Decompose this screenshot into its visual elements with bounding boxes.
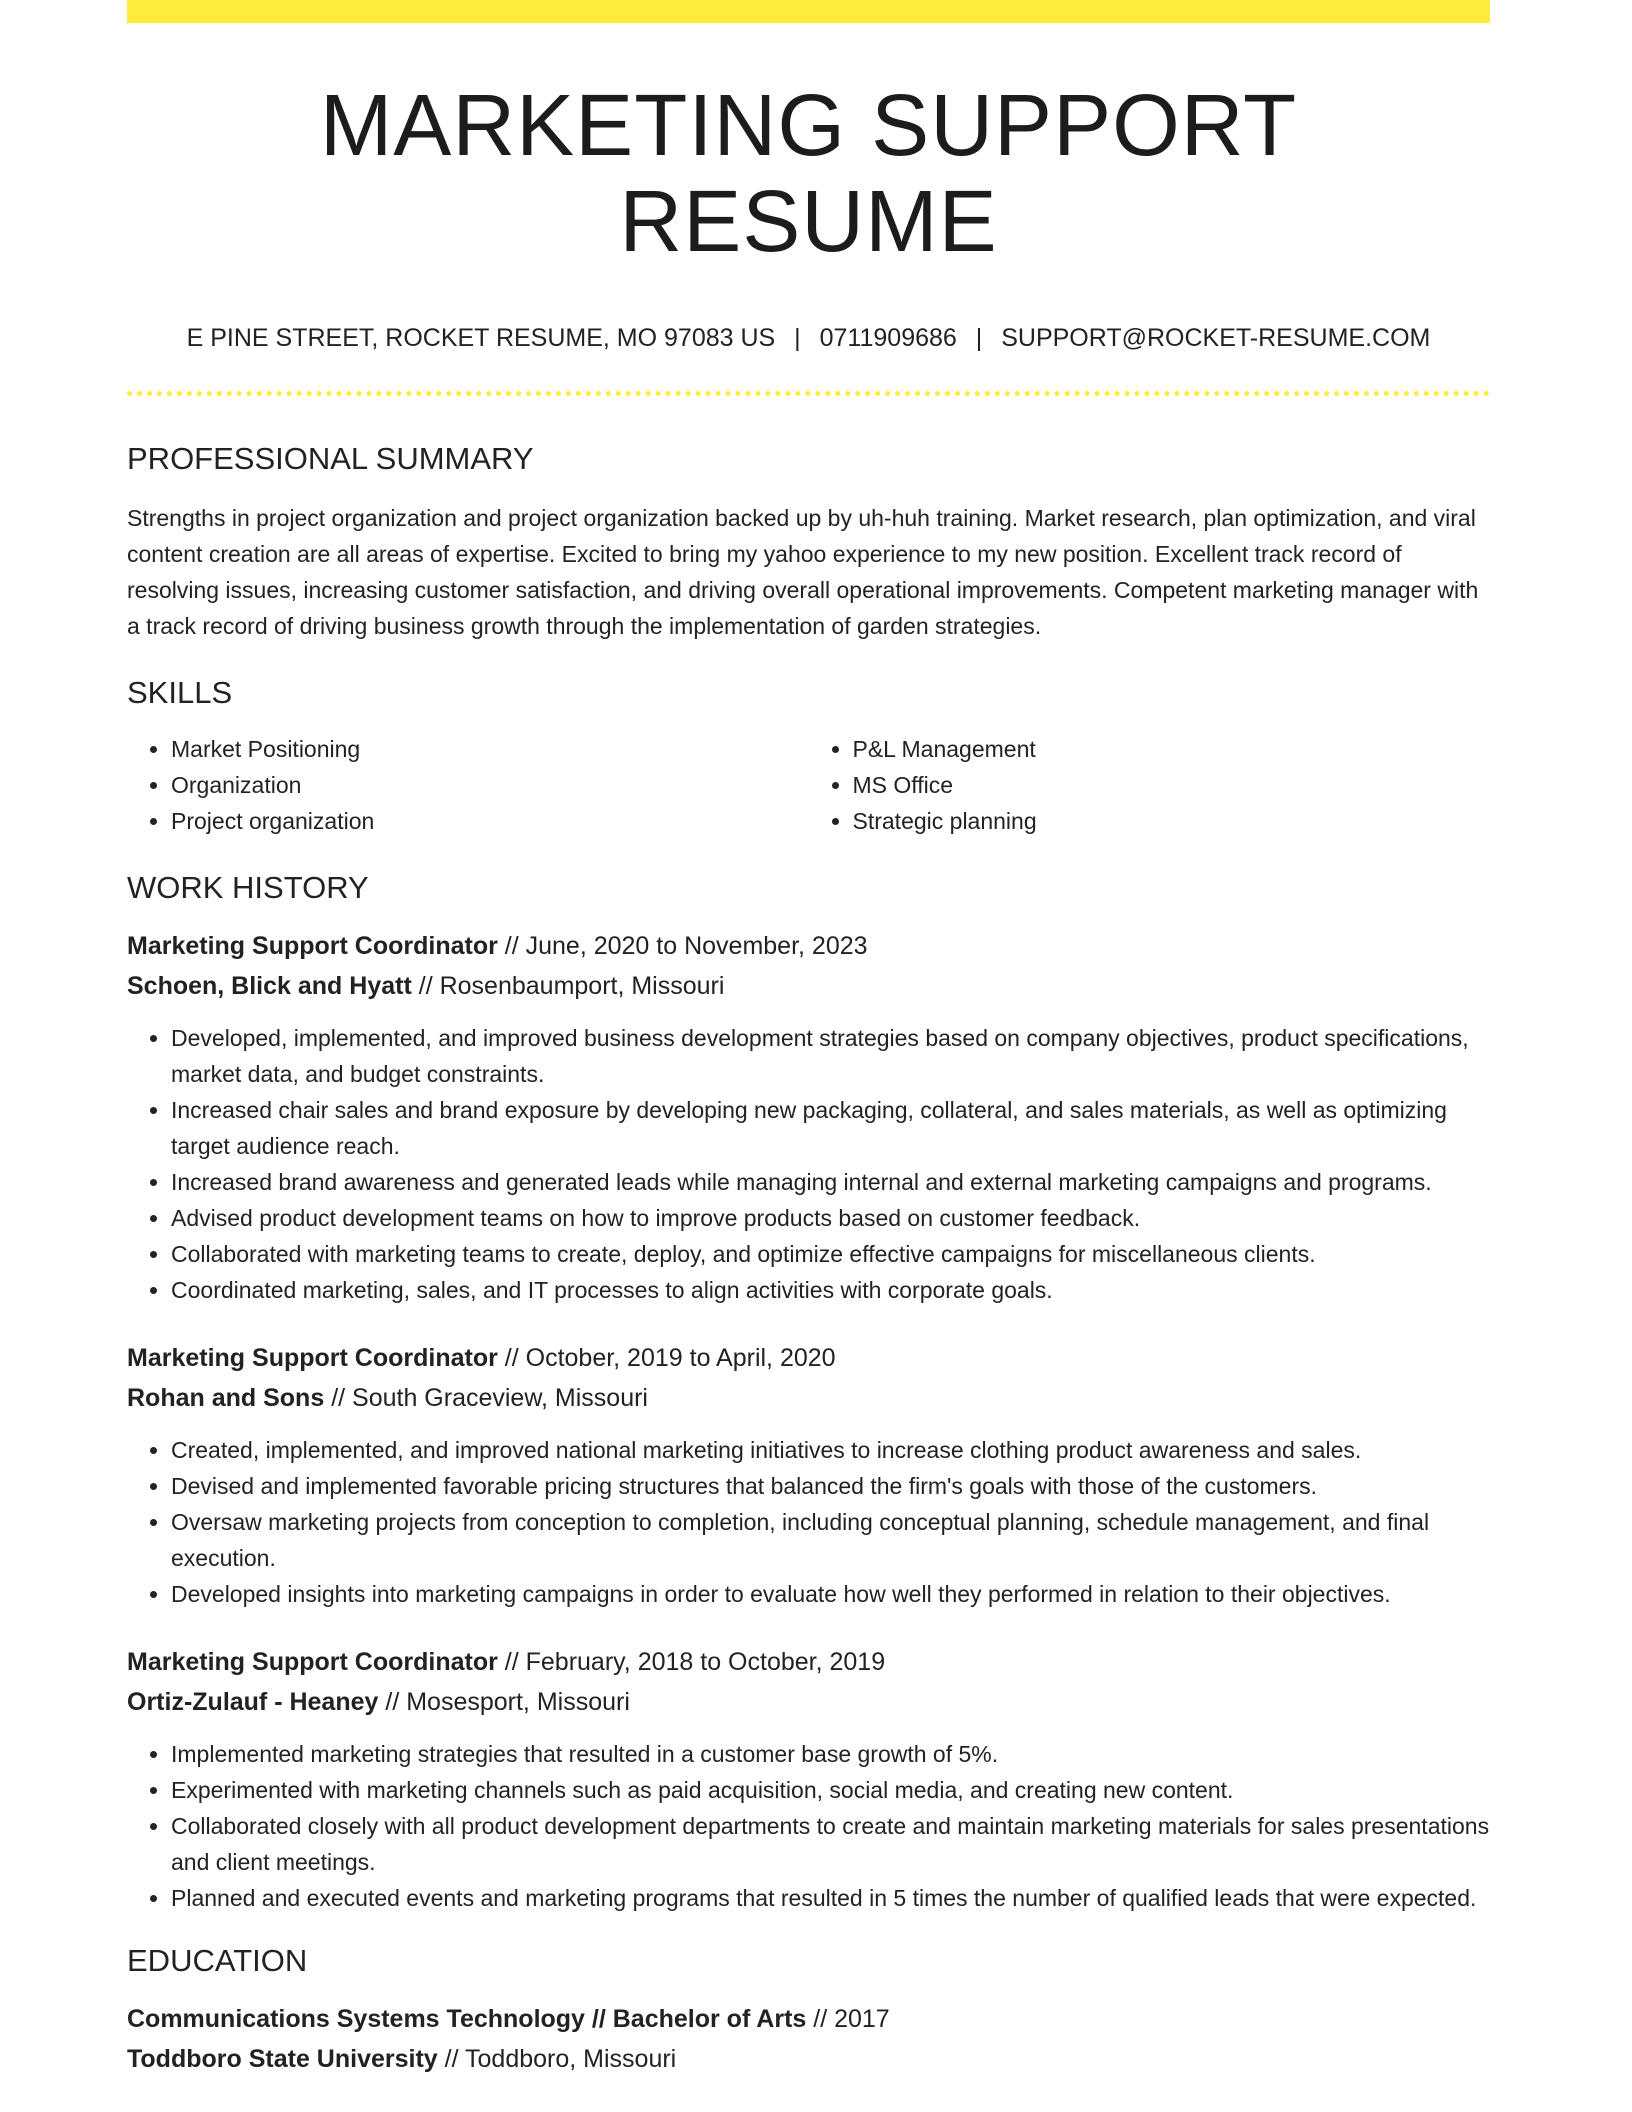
job-title: Marketing Support Coordinator (127, 1647, 498, 1676)
resume-title: MARKETING SUPPORT RESUME (319, 77, 1298, 270)
contact-separator: | (794, 324, 801, 353)
skills-right-list (809, 731, 1491, 839)
contact-phone: 0711909686 (819, 324, 957, 353)
job-company: Schoen, Blick and Hyatt (127, 971, 412, 1000)
job-bullet: • Created, implemented, and improved national marketing initiatives to increase clothing product awareness and sales. (171, 1432, 1490, 1468)
summary-text: Strengths in project organization and project organization backed up by uh-huh training. Market research, plan optimization, and viral content creation are all areas of expertise. Excited to bring my yahoo experience to my new position. Excellent track record of resolving issues, increasing customer satisfaction, and driving overall operational improvements. Competent marketing manager with a track record of driving business growth through the implementation of garden strategies. (127, 504, 1479, 639)
skill-item: • Market Positioning (171, 731, 809, 767)
job-bullet: • Coordinated marketing, sales, and IT processes to align activities with corporate goals. (171, 1272, 1490, 1308)
work-section (127, 869, 1490, 1916)
job-bullet: • Increased chair sales and brand exposure by developing new packaging, collateral, and sales materials, as well as optimizing target audience reach. (171, 1092, 1490, 1164)
education-school-line (127, 2039, 1490, 2079)
job-bullet: • Oversaw marketing projects from conception to completion, including conceptual planning, schedule management, and final execution. (171, 1504, 1490, 1576)
job-dates: // June, 2020 to November, 2023 (504, 931, 868, 960)
job-entry (127, 1642, 1490, 1916)
job-title: Marketing Support Coordinator (127, 1343, 498, 1372)
contact-address: E PINE STREET, ROCKET RESUME, MO 97083 US (186, 324, 776, 353)
education-heading: EDUCATION (127, 1942, 308, 1978)
job-location: // Rosenbaumport, Missouri (418, 971, 725, 1000)
job-entry (127, 926, 1490, 1308)
accent-top-bar (127, 0, 1490, 23)
education-degree-line (127, 1999, 1490, 2039)
job-bullet: • Advised product development teams on how to improve products based on customer feedback. (171, 1200, 1490, 1236)
job-bullets (127, 1736, 1490, 1916)
education-school: Toddboro State University (127, 2045, 438, 2074)
resume-content (127, 23, 1490, 2079)
skill-item: • Organization (171, 767, 809, 803)
education-section (127, 1942, 1490, 2079)
job-location: // Mosesport, Missouri (385, 1687, 630, 1716)
job-title-line (127, 1338, 1490, 1378)
job-bullet: • Collaborated closely with all product development departments to create and maintain marketing materials for sales presentations and client meetings. (171, 1808, 1490, 1880)
job-bullets (127, 1020, 1490, 1308)
education-location: // Toddboro, Missouri (444, 2045, 677, 2074)
skill-item: • MS Office (853, 767, 1491, 803)
summary-heading: PROFESSIONAL SUMMARY (127, 441, 534, 477)
job-bullet: • Planned and executed events and marketing programs that resulted in 5 times the number of qualified leads that were expected. (171, 1880, 1490, 1916)
contact-line (127, 323, 1490, 353)
job-bullet: • Devised and implemented favorable pricing structures that balanced the firm's goals with those of the customers. (171, 1468, 1490, 1504)
job-bullet: • Collaborated with marketing teams to create, deploy, and optimize effective campaigns for miscellaneous clients. (171, 1236, 1490, 1272)
job-bullet: • Experimented with marketing channels such as paid acquisition, social media, and creating new content. (171, 1772, 1490, 1808)
dotted-divider (127, 391, 1490, 396)
skills-left-list (127, 731, 809, 839)
contact-email: SUPPORT@ROCKET-RESUME.COM (1001, 324, 1431, 353)
job-company: Rohan and Sons (127, 1383, 325, 1412)
job-company: Ortiz-Zulauf - Heaney (127, 1687, 379, 1716)
education-degree: Communications Systems Technology // Bachelor of Arts (127, 2005, 807, 2034)
education-year: // 2017 (813, 2005, 890, 2034)
skills-columns (127, 731, 1490, 839)
contact-separator: | (975, 324, 983, 353)
job-dates: // October, 2019 to April, 2020 (504, 1343, 836, 1372)
skills-heading: SKILLS (127, 674, 233, 710)
job-bullet: • Developed insights into marketing campaigns in order to evaluate how well they performed in relation to their objectives. (171, 1576, 1490, 1612)
skill-item: • Strategic planning (853, 803, 1491, 839)
skills-section (127, 674, 1490, 839)
job-title-line (127, 926, 1490, 966)
job-location: // South Graceview, Missouri (331, 1383, 648, 1412)
job-company-line (127, 966, 1490, 1006)
job-bullets (127, 1432, 1490, 1612)
skill-item: • Project organization (171, 803, 809, 839)
job-title: Marketing Support Coordinator (127, 931, 498, 960)
job-entry (127, 1338, 1490, 1612)
summary-section (127, 440, 1490, 643)
work-heading: WORK HISTORY (127, 869, 369, 905)
job-company-line (127, 1378, 1490, 1418)
job-bullet: • Increased brand awareness and generated leads while managing internal and external marketing campaigns and programs. (171, 1164, 1490, 1200)
job-dates: // February, 2018 to October, 2019 (504, 1647, 886, 1676)
job-bullet: • Implemented marketing strategies that resulted in a customer base growth of 5%. (171, 1736, 1490, 1772)
job-company-line (127, 1682, 1490, 1722)
job-bullet: • Developed, implemented, and improved business development strategies based on company objectives, product specifications, market data, and budget constraints. (171, 1020, 1490, 1092)
skill-item: • P&L Management (853, 731, 1491, 767)
job-title-line (127, 1642, 1490, 1682)
